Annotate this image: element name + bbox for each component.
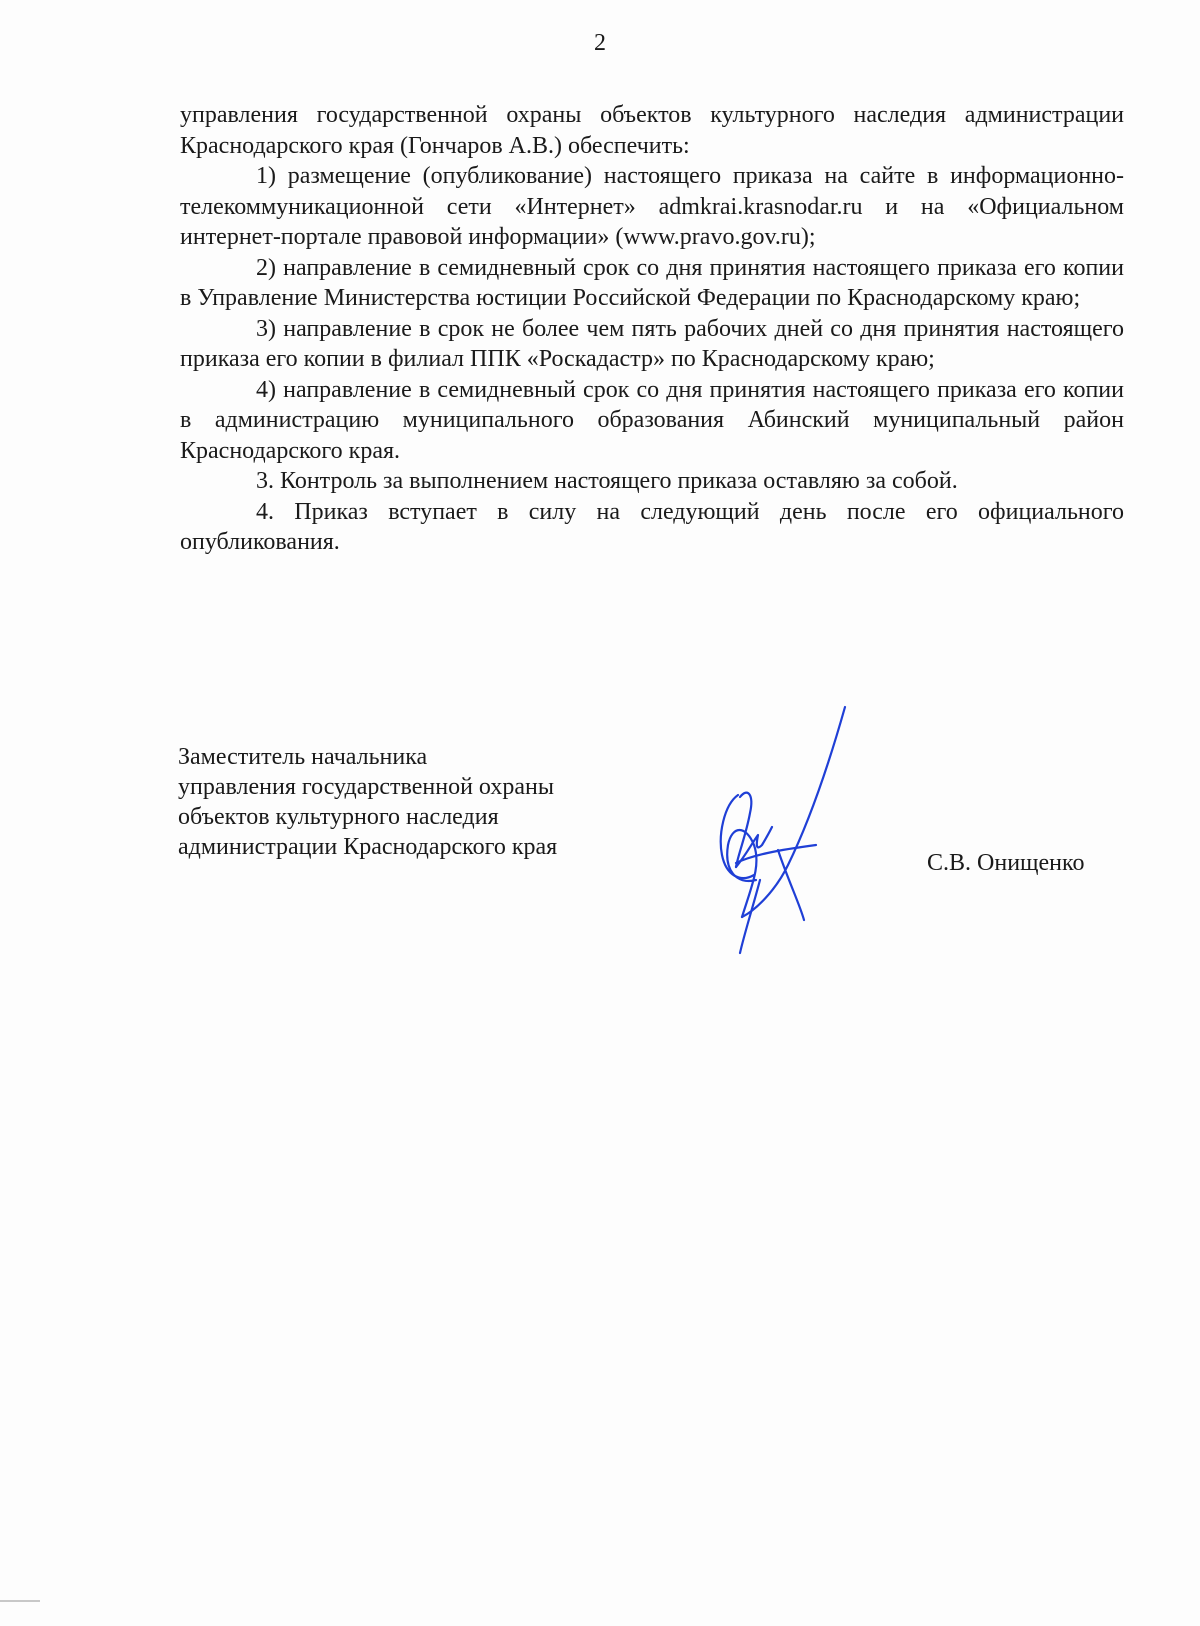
- paragraph-intro: управления государственной охраны объектов культурного наследия администрации Краснодарского края (Гончаров А.В.) обеспечить:: [180, 102, 1124, 159]
- signatory-position: [178, 742, 557, 862]
- paragraph-clause-4: 4. Приказ вступает в силу на следующий день после его официального опубликования.: [180, 498, 1124, 555]
- handwritten-signature: [718, 705, 888, 955]
- position-line: администрации Краснодарского края: [178, 834, 558, 860]
- signer-name: С.В. Онищенко: [927, 850, 1085, 876]
- paragraph-item-1: 1) размещение (опубликование) настоящего приказа на сайте в информационно-телекоммуникационной сети «Интернет» admkrai.krasnodar.ru и на «Официальном интернет-портале правовой информации» (www.pravo.gov.ru);: [180, 163, 1124, 250]
- paragraph-item-4: 4) направление в семидневный срок со дня принятия настоящего приказа его копии в администрацию муниципального образования Абинский муниципальный район Краснодарского края.: [180, 376, 1124, 464]
- paragraph-item-3: 3) направление в срок не более чем пять рабочих дней со дня принятия настоящего приказа его копии в филиал ППК «Роскадастр» по Краснодарскому краю;: [180, 315, 1124, 372]
- paragraph-item-2: 2) направление в семидневный срок со дня принятия настоящего приказа его копии в Управление Министерства юстиции Российской Федерации по Краснодарскому краю;: [180, 254, 1124, 311]
- scan-edge-mark: [0, 1600, 40, 1602]
- page-number: 2: [594, 30, 606, 56]
- position-line: управления государственной охраны: [178, 774, 554, 800]
- position-line: объектов культурного наследия: [178, 804, 499, 830]
- document-body: [180, 100, 1124, 558]
- paragraph-clause-3: 3. Контроль за выполнением настоящего приказа оставляю за собой.: [256, 468, 958, 494]
- position-line: Заместитель начальника: [178, 744, 428, 770]
